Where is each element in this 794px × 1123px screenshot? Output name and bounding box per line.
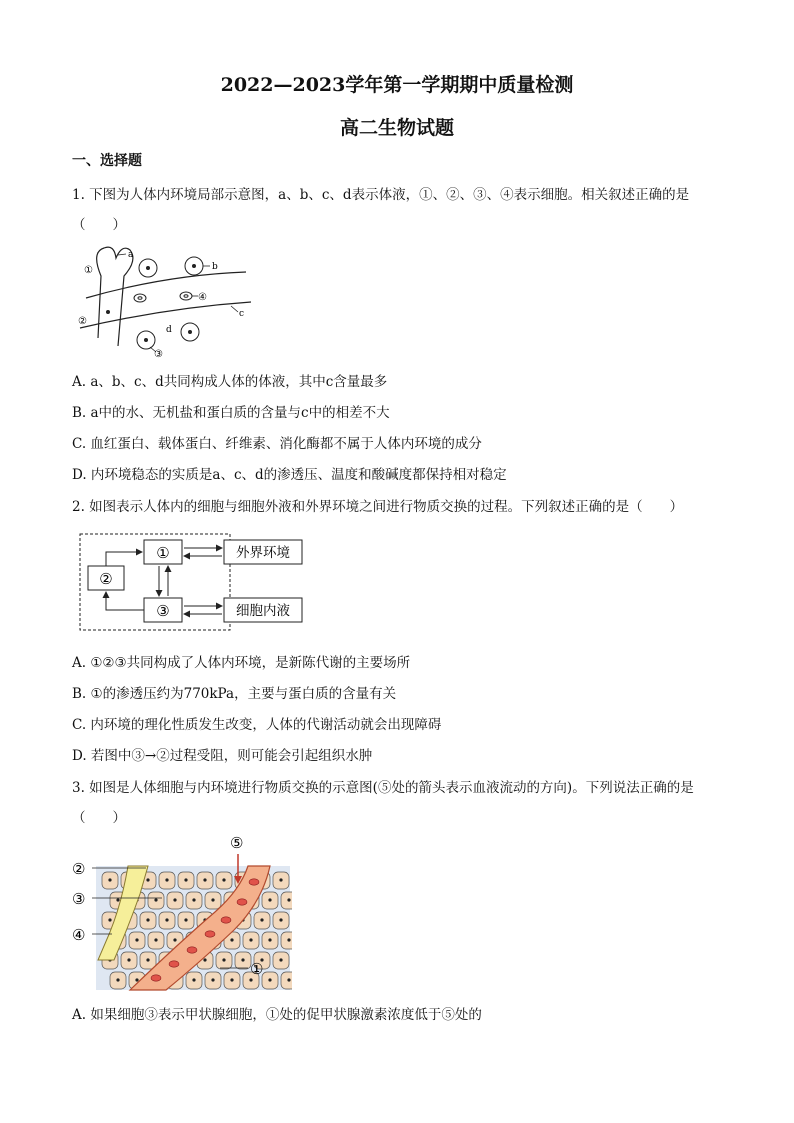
- cell-nucleus: [154, 938, 157, 941]
- cell-nucleus: [287, 898, 290, 901]
- q3-fig-label-3: ③: [72, 890, 86, 908]
- red-blood-cell: [205, 931, 215, 937]
- cell-nucleus: [249, 978, 252, 981]
- cell-nucleus: [135, 938, 138, 941]
- q3-option-a: A. 如果细胞③表示甲状腺细胞，①处的促甲状腺激素浓度低于⑤处的: [72, 1007, 482, 1023]
- cell-nucleus: [192, 898, 195, 901]
- cell-nucleus: [127, 958, 130, 961]
- cell-nucleus: [116, 978, 119, 981]
- cell-nucleus: [211, 898, 214, 901]
- red-blood-cell: [221, 917, 231, 923]
- q1-fig-label-4: ④: [198, 292, 207, 303]
- exam-title: 2022—2023学年第一学期期中质量检测: [220, 74, 574, 96]
- cell-nucleus: [116, 898, 119, 901]
- cell-nucleus: [173, 898, 176, 901]
- cell-nucleus: [268, 898, 271, 901]
- cell-nucleus: [279, 918, 282, 921]
- q1-fig-label-c: c: [239, 309, 245, 319]
- q1-fig-label-b: b: [212, 262, 218, 272]
- q2-box-2: ②: [99, 570, 113, 588]
- q3-stem-bracket: （ ）: [72, 810, 126, 826]
- cell-nucleus: [268, 938, 271, 941]
- q1-fig-label-3: ③: [154, 349, 163, 360]
- cell-nucleus: [249, 938, 252, 941]
- q1-fig-label-d: d: [166, 325, 172, 335]
- q2-stem: 2. 如图表示人体内的细胞与细胞外液和外界环境之间进行物质交换的过程。下列叙述正确的是（ ）: [72, 499, 684, 515]
- q3-fig-label-5: ⑤: [230, 834, 244, 852]
- cell-nucleus: [184, 918, 187, 921]
- red-blood-cell: [151, 975, 161, 981]
- q2-option-c: C. 内环境的理化性质发生改变，人体的代谢活动就会出现障碍: [72, 717, 442, 733]
- q1-stem-bracket: （ ）: [72, 217, 126, 233]
- cell-nucleus: [146, 878, 149, 881]
- cell-nucleus: [241, 958, 244, 961]
- q3-fig-label-2: ②: [72, 860, 86, 878]
- cell-nucleus: [184, 878, 187, 881]
- red-blood-cell: [237, 899, 247, 905]
- cell-nucleus: [260, 918, 263, 921]
- q2-option-b: B. ①的渗透压约为770kPa，主要与蛋白质的含量有关: [72, 686, 397, 702]
- section-heading: 一、选择题: [72, 153, 142, 169]
- cell-nucleus: [279, 878, 282, 881]
- q1-option-d: D. 内环境稳态的实质是a、c、d的渗透压、温度和酸碱度都保持相对稳定: [72, 467, 507, 483]
- cell-nucleus: [135, 978, 138, 981]
- q3-figure: [70, 832, 292, 992]
- cell-nucleus: [173, 938, 176, 941]
- cell-nucleus: [203, 878, 206, 881]
- cell-nucleus: [222, 878, 225, 881]
- cell-nucleus: [146, 918, 149, 921]
- q1-option-c: C. 血红蛋白、载体蛋白、纤维素、消化酶都不属于人体内环境的成分: [72, 436, 482, 452]
- red-blood-cell: [187, 947, 197, 953]
- q2-figure: [76, 530, 316, 634]
- cell-nucleus: [230, 978, 233, 981]
- exam-subtitle: 高二生物试题: [339, 117, 454, 139]
- cell-nucleus: [279, 958, 282, 961]
- q1-fig-label-1: ①: [84, 265, 93, 276]
- cell-nucleus: [268, 978, 271, 981]
- q1-figure: [76, 240, 276, 362]
- cell-nucleus: [146, 958, 149, 961]
- cell-nucleus: [211, 978, 214, 981]
- cell-nucleus: [203, 958, 206, 961]
- q1-stem: 1. 下图为人体内环境局部示意图，a、b、c、d表示体液，①、②、③、④表示细胞。相关叙述正确的是: [72, 187, 690, 203]
- cell-nucleus: [165, 878, 168, 881]
- q1-fig-label-a: a: [128, 250, 134, 260]
- q2-option-d: D. 若图中③→②过程受阻，则可能会引起组织水肿: [72, 748, 373, 764]
- cell-nucleus: [108, 878, 111, 881]
- q2-option-a: A. ①②③共同构成了人体内环境，是新陈代谢的主要场所: [72, 655, 411, 671]
- q1-option-a: A. a、b、c、d共同构成人体的体液，其中c含量最多: [72, 374, 388, 390]
- cell-nucleus: [230, 938, 233, 941]
- cell-nucleus: [222, 958, 225, 961]
- q1-option-b: B. a中的水、无机盐和蛋白质的含量与c中的相差不大: [72, 405, 390, 421]
- q3-fig-label-4: ④: [72, 926, 86, 944]
- cell-nucleus: [287, 978, 290, 981]
- cell-nucleus: [108, 918, 111, 921]
- red-blood-cell: [249, 879, 259, 885]
- q3-fig-label-1: ①: [250, 960, 264, 978]
- q2-box-3: ③: [156, 602, 170, 620]
- red-blood-cell: [169, 961, 179, 967]
- q1-fig-label-2: ②: [78, 316, 87, 327]
- q2-box-intracellular: 细胞内液: [236, 603, 290, 619]
- cell-nucleus: [287, 938, 290, 941]
- q2-box-external: 外界环境: [236, 545, 290, 561]
- cell-nucleus: [154, 898, 157, 901]
- cell-nucleus: [165, 918, 168, 921]
- cell-nucleus: [192, 978, 195, 981]
- q2-box-1: ①: [156, 544, 170, 562]
- q3-stem: 3. 如图是人体细胞与内环境进行物质交换的示意图(⑤处的箭头表示血液流动的方向)。下列说法正确的是: [72, 780, 694, 796]
